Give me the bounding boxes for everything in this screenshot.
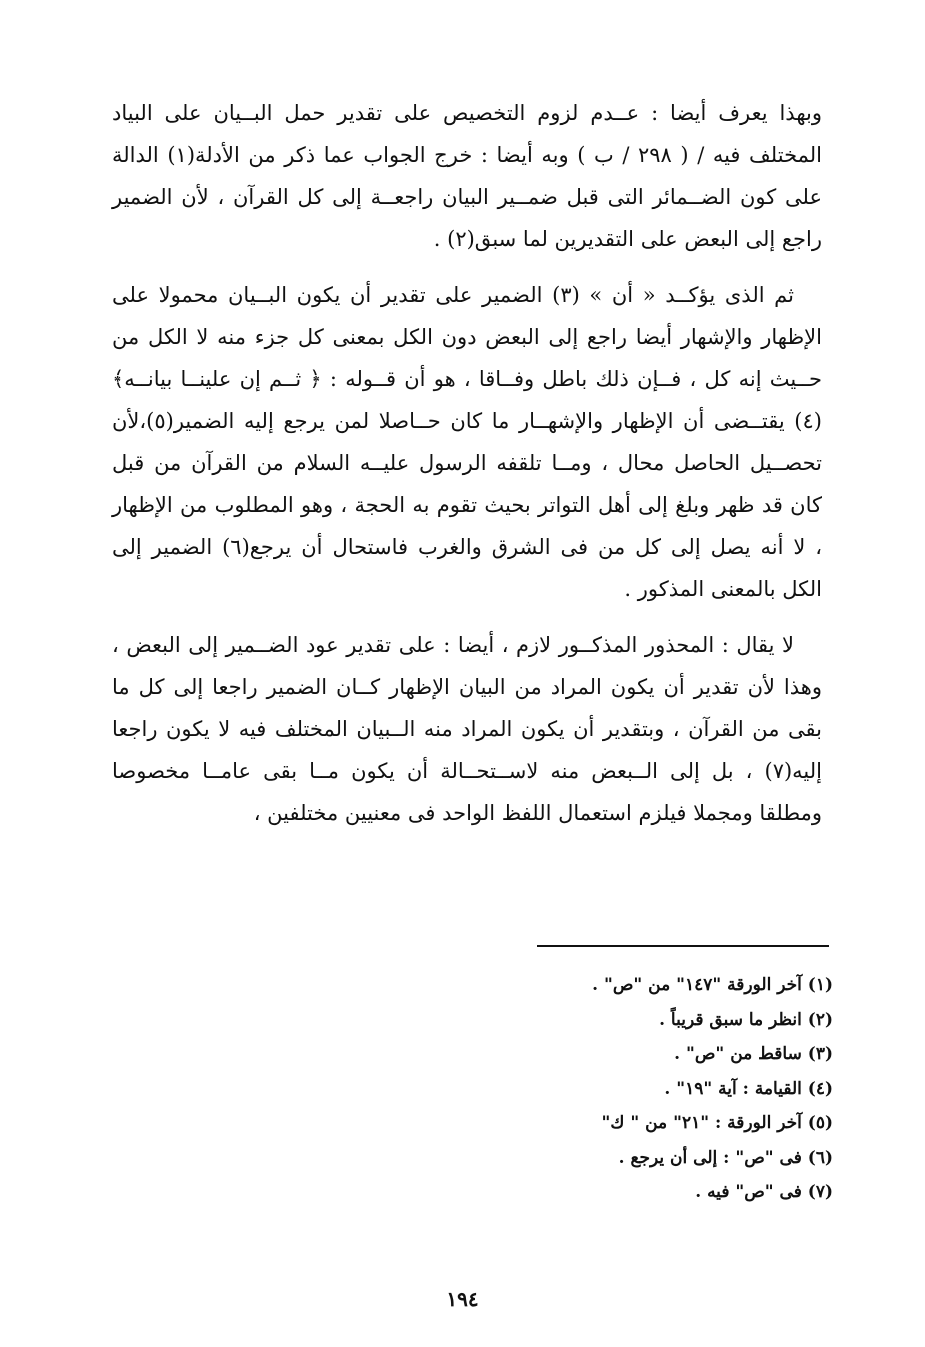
footnote-7: (٧) فى "ص" فيه . (695, 1182, 833, 1202)
page-number: ١٩٤ (446, 1287, 479, 1311)
footnotes (433, 968, 833, 1210)
footnote-4: (٤) القيامة : آية "١٩" . (664, 1078, 833, 1099)
main-text (112, 92, 822, 848)
footnote-2: (٢) انظر ما سبق قريباً . (659, 1009, 833, 1030)
paragraph-1: وبهذا يعرف أيضا : عــدم لزوم التخصيص على تقدير حمل البــيان على البياد المختلف فيه / ( ٢٩٨ / ب ) وبه أيضا : خرج الجواب عما ذكر من الأدلة(١) الدالة على كون الضــمائر التى قبل ضمــير البيان راجعــة إلى كل القرآن ، لأن الضمير راجع إلى البعض على التقديرين لما سبق(٢) . (112, 101, 823, 251)
footnote-1: (١) آخر الورقة "١٤٧" من "ص" . (592, 975, 833, 995)
footnote-3: (٣) ساقط من "ص" . (674, 1044, 833, 1064)
paragraph-3: لا يقال : المحذور المذكــور لازم ، أيضا : على تقدير عود الضــمير إلى البعض ، وهذا لأن تقدير أن يكون المراد من البيان الإظهار كــان الضمير راجعا إلى كل ما بقى من القرآن ، وبتقدير أن يكون المراد منه الــبيان المختلف فيه لا يكون راجعا إليه(٧) ، بل إلى الــبعض منه لاســتحــالة أن يكون مــا بقى عامــا مخصوصا ومطلقا ومجملا فيلزم استعمال اللفظ الواحد فى معنيين مختلفين ، (112, 633, 822, 825)
footnote-6: (٦) فى "ص" : إلى أن يرجع . (618, 1147, 833, 1168)
footnote-5: (٥) آخر الورقة : "٢١" من " ك" (601, 1113, 833, 1133)
footnote-separator (537, 945, 829, 947)
paragraph-2: ثم الذى يؤكــد « أن » (٣) الضمير على تقدير أن يكون البــيان محمولا على الإظهار والإشهار أيضا راجع إلى البعض دون الكل بمعنى كل جزء منه لا الكل من حــيث إنه كل ، فــإن ذلك باطل وفــاقا ، هو أن قــوله : ﴿ ثــم إن علينــا بيانــه﴾(٤) يقتــضى أن الإظهار والإشهــار ما كان حــاصلا لمن يرجع إليه الضمير(٥)،لأن تحصــيل الحاصل محال ، ومــا تلقفه الرسول عليــه السلام من القرآن من قبل كان قد ظهر وبلغ إلى أهل التواتر بحيث تقوم به الحجة ، وهو المطلوب من الإظهار ، لا أنه يصل إلى كل من فى الشرق والغرب فاستحال أن يرجع(٦) الضمير إلى الكل بالمعنى المذكور . (112, 283, 822, 601)
